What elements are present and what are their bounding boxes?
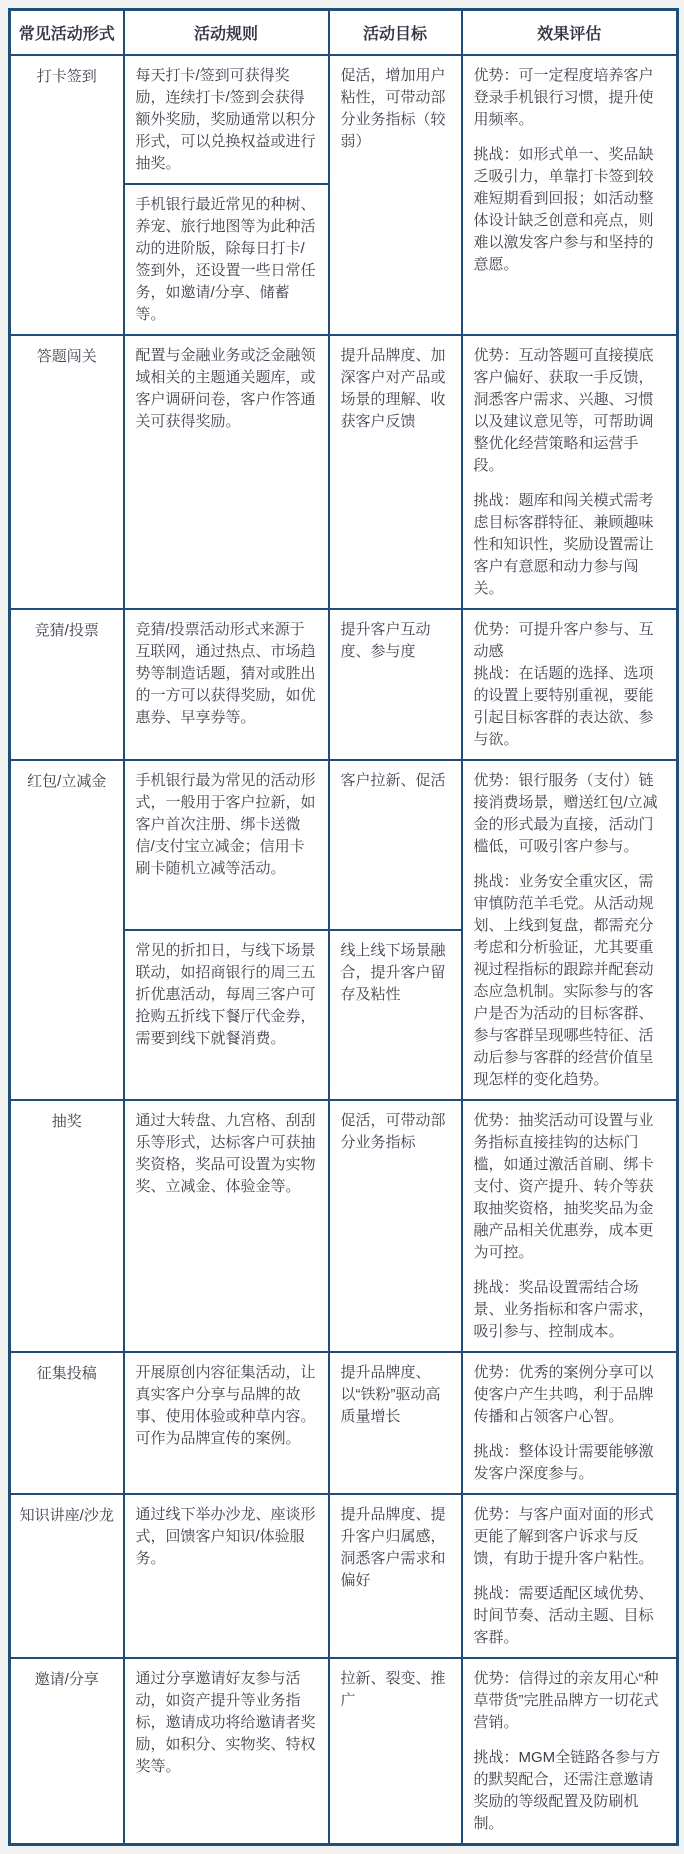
eval-challenge: 挑战：需要适配区域优势、时间节奏、活动主题、目标客群。: [473, 1584, 654, 1646]
rules-cell: 常见的折扣日，与线下场景联动，如招商银行的周三五折优惠活动，每周三客户可抢购五折线下餐厅代金券，需要到线下就餐消费。: [124, 930, 329, 1099]
eval-advantage: 优势：抽奖活动可设置与业务指标直接挂钩的达标门槛，如通过激活首刷、绑卡支付、资产提升、转介等获取抽奖资格，抽奖奖品为金融产品相关优惠券，成本更为可控。: [473, 1111, 654, 1261]
eval-challenge: 挑战：MGM全链路各参与方的默契配合，还需注意邀请奖励的等级配置及防刷机制。: [473, 1748, 661, 1832]
rules-cell: 每天打卡/签到可获得奖励，连续打卡/签到会获得额外奖励，奖励通常以积分形式，可以兑换权益或进行抽奖。: [124, 55, 329, 184]
eval-cell: [462, 1100, 678, 1352]
rules-cell: 开展原创内容征集活动，让真实客户分享与品牌的故事、使用体验或种草内容。可作为品牌宣传的案例。: [124, 1352, 329, 1494]
table-row: [10, 1658, 678, 1845]
eval-cell: [462, 609, 678, 760]
eval-challenge: 挑战：奖品设置需结合场景、业务指标和客户需求，吸引参与、控制成本。: [473, 1278, 654, 1340]
header-rules: 活动规则: [124, 10, 329, 55]
eval-advantage: 优势：与客户面对面的形式更能了解到客户诉求与反馈，有助于提升客户粘性。: [473, 1505, 654, 1567]
table-row: [10, 1100, 678, 1352]
eval-cell: [462, 760, 678, 1100]
eval-challenge: 挑战：如形式单一、奖品缺乏吸引力，单靠打卡签到较难短期看到回报；如活动整体设计缺乏创意和亮点，则难以激发客户参与和坚持的意愿。: [473, 145, 654, 273]
table-row: [10, 335, 678, 609]
goal-cell: 提升客户互动度、参与度: [329, 609, 462, 760]
form-cell: 邀请/分享: [10, 1658, 124, 1845]
eval-advantage: 优势：银行服务（支付）链接消费场景，赠送红包/立减金的形式最为直接，活动门槛低，可吸引客户参与。: [473, 771, 658, 855]
eval-cell: [462, 335, 678, 609]
eval-challenge: 挑战：在话题的选择、选项的设置上要特别重视，要能引起目标客群的表达欲、参与欲。: [473, 664, 654, 748]
eval-cell: [462, 1658, 678, 1845]
goal-cell: 提升品牌度、以“铁粉”驱动高质量增长: [329, 1352, 462, 1494]
header-row: [10, 10, 678, 55]
rules-cell: 手机银行最近常见的种树、养宠、旅行地图等为此种活动的进阶版，除每日打卡/签到外，还设置一些日常任务，如邀请/分享、储蓄等。: [124, 184, 329, 335]
goal-cell: 提升品牌度、加深客户对产品或场景的理解、收获客户反馈: [329, 335, 462, 609]
goal-cell: 促活，增加用户粘性，可带动部分业务指标（较弱）: [329, 55, 462, 335]
goal-cell: 线上线下场景融合，提升客户留存及粘性: [329, 930, 462, 1099]
goal-cell: 促活，可带动部分业务指标: [329, 1100, 462, 1352]
eval-challenge: 挑战：业务安全重灾区，需审慎防范羊毛党。从活动规划、上线到复盘，都需充分考虑和分析验证，尤其要重视过程指标的跟踪并配套动态应急机制。实际参与的客户是否为活动的目标客群、参与客群呈现哪些特征、活动后参与客群的经营价值呈现怎样的变化趋势。: [473, 872, 654, 1088]
rules-cell: 通过大转盘、九宫格、刮刮乐等形式，达标客户可获抽奖资格，奖品可设置为实物奖、立减金、体验金等。: [124, 1100, 329, 1352]
table-row: [10, 609, 678, 760]
eval-challenge: 挑战：题库和闯关模式需考虑目标客群特征、兼顾趣味性和知识性，奖励设置需让客户有意愿和动力参与闯关。: [473, 491, 654, 597]
header-form: 常见活动形式: [10, 10, 124, 55]
goal-cell: 拉新、裂变、推广: [329, 1658, 462, 1845]
eval-advantage: 优势：优秀的案例分享可以使客户产生共鸣，利于品牌传播和占领客户心智。: [473, 1363, 654, 1425]
table-row: [10, 1352, 678, 1494]
eval-advantage: 优势：互动答题可直接摸底客户偏好、获取一手反馈，洞悉客户需求、兴趣、习惯以及建议意见等，可帮助调整优化经营策略和运营手段。: [473, 346, 654, 474]
rules-cell: 配置与金融业务或泛金融领域相关的主题通关题库，或客户调研问卷，客户作答通关可获得奖励。: [124, 335, 329, 609]
table-row: [10, 55, 678, 184]
activity-forms-table: [8, 8, 679, 1846]
form-cell: 知识讲座/沙龙: [10, 1494, 124, 1658]
eval-advantage: 优势：信得过的亲友用心“种草带货”完胜品牌方一切花式营销。: [473, 1669, 659, 1731]
form-cell: 打卡签到: [10, 55, 124, 335]
table-row: [10, 760, 678, 931]
header-goal: 活动目标: [329, 10, 462, 55]
goal-cell: 提升品牌度、提升客户归属感，洞悉客户需求和偏好: [329, 1494, 462, 1658]
rules-cell: 手机银行最为常见的活动形式，一般用于客户拉新，如客户首次注册、绑卡送微信/支付宝立减金；信用卡刷卡随机立减等活动。: [124, 760, 329, 931]
eval-advantage: 优势：可提升客户参与、互动感: [473, 620, 654, 660]
eval-advantage: 优势：可一定程度培养客户登录手机银行习惯，提升使用频率。: [473, 66, 654, 128]
rules-cell: 竞猜/投票活动形式来源于互联网，通过热点、市场趋势等制造话题，猜对或胜出的一方可以获得奖励，如优惠券、早享券等。: [124, 609, 329, 760]
form-cell: 抽奖: [10, 1100, 124, 1352]
eval-cell: [462, 55, 678, 335]
form-cell: 答题闯关: [10, 335, 124, 609]
eval-cell: [462, 1494, 678, 1658]
rules-cell: 通过分享邀请好友参与活动，如资产提升等业务指标，邀请成功将给邀请者奖励，如积分、实物奖、特权奖等。: [124, 1658, 329, 1845]
eval-challenge: 挑战：整体设计需要能够激发客户深度参与。: [473, 1442, 654, 1482]
goal-cell: 客户拉新、促活: [329, 760, 462, 931]
rules-cell: 通过线下举办沙龙、座谈形式，回馈客户知识/体验服务。: [124, 1494, 329, 1658]
form-cell: 征集投稿: [10, 1352, 124, 1494]
form-cell: 红包/立减金: [10, 760, 124, 1100]
header-eval: 效果评估: [462, 10, 678, 55]
form-cell: 竞猜/投票: [10, 609, 124, 760]
eval-cell: [462, 1352, 678, 1494]
table-row: [10, 1494, 678, 1658]
